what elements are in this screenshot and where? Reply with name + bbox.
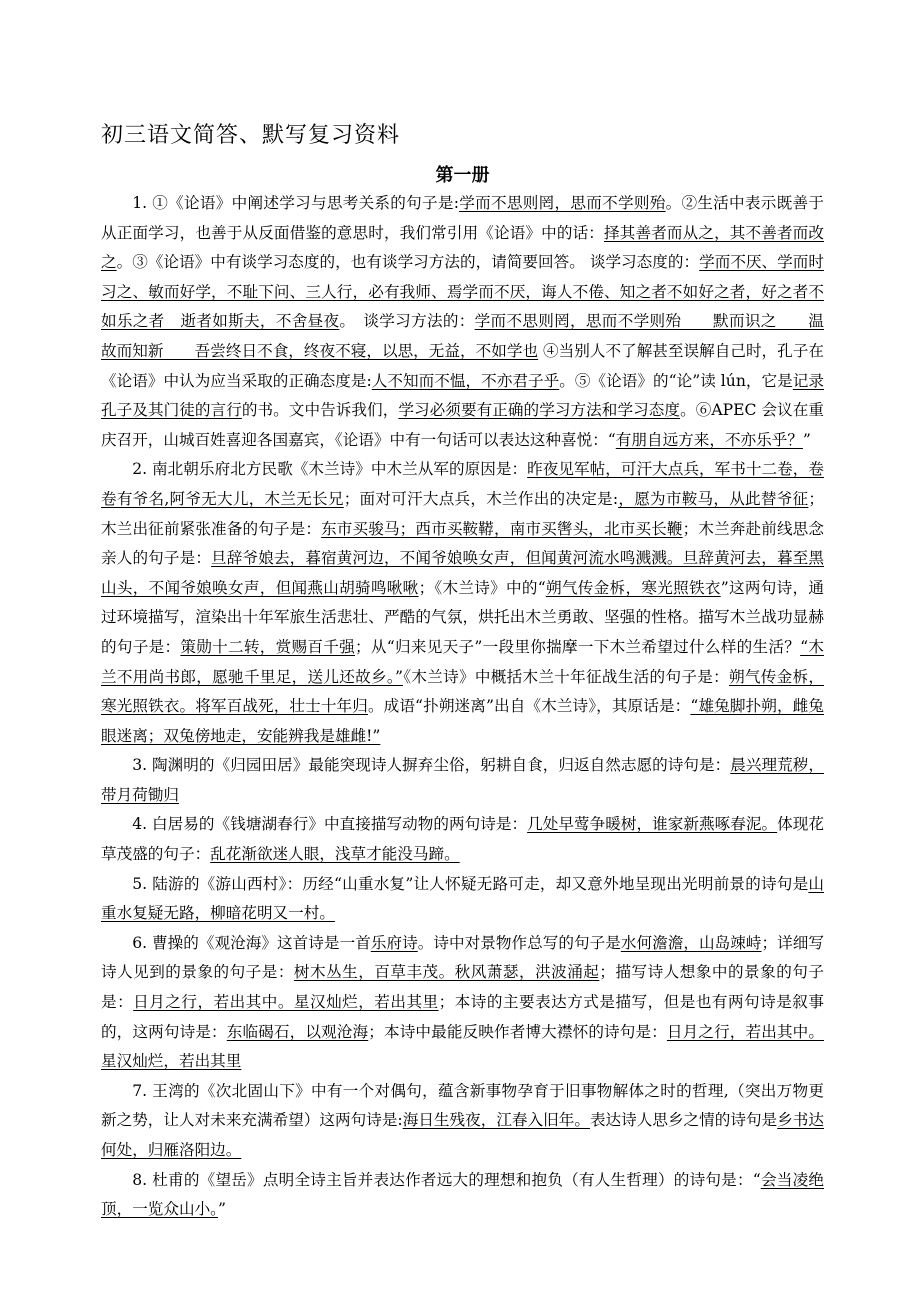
question-text: 的书。文中告诉我们， (241, 401, 399, 420)
question-item (101, 810, 824, 869)
answer-text: 东临碣石，以观沧海 (226, 1022, 369, 1041)
question-text: 表达诗人思乡之情的诗句是 (589, 1111, 778, 1130)
question-text: ；面对可汗大点兵，木兰作出的决定是: (343, 489, 619, 508)
question-item (101, 455, 824, 751)
question-text: ；本诗的主要表达方式是描写，但是也有两句诗是叙事的，这两句诗是： (101, 993, 824, 1041)
answer-text: 乡书达何处，归雁洛阳边。 (101, 1111, 824, 1159)
question-text: ；从“归来见天子”一段里你揣摩一下木兰希望过什么样的生活？ (355, 637, 801, 656)
question-item (101, 870, 824, 929)
answer-text: 树木丛生，百草丰茂。秋风萧瑟，洪波涌起 (293, 963, 600, 982)
question-text: ；描写诗人想象中的景象的句子是： (101, 963, 824, 1012)
question-item (101, 1166, 824, 1225)
question-item (101, 1077, 824, 1166)
question-text: ；《木兰诗》中的“ (418, 578, 546, 597)
question-text: 。 谈学习方法的： (339, 312, 475, 331)
answer-text: 山重水复疑无路，柳暗花明又一村。 (101, 874, 824, 923)
answer-text: 乱花渐欲迷人眼，浅草才能没马蹄。 (210, 845, 460, 864)
document-title: 初三语文简答、默写复习资料 (101, 123, 401, 148)
question-text: ；详细写诗人见到的景象的句子是： (101, 933, 824, 982)
answer-text: 昨夜见军帖，可汗大点兵，军书十二卷，卷卷有爷名,阿爷无大儿，木兰无长兄 (101, 460, 824, 508)
question-text: ；本诗中最能反映作者博大襟怀的诗句是： (368, 1022, 667, 1041)
answer-text: 学而不思则罔，思而不学则殆 默而识之 温故而知新 吾尝终日不食，终夜不寝，以思，无益，不如学也 (101, 312, 824, 360)
answer-text: “雄兔脚扑朔，雌兔眼迷离；双兔傍地走，安能辨我是雄雌!” (101, 697, 824, 745)
answer-text: 东市买骏马；西市买鞍鞯，南市买辔头，北市买长鞭 (321, 519, 683, 538)
answer-text: 有朋自远方来，不亦乐乎？ (615, 430, 803, 449)
question-text: ” (217, 1200, 226, 1219)
answer-text: 记录孔子及其门徒的言行 (101, 371, 824, 420)
answer-text: 择其善者而从之，其不善者而改之 (101, 223, 824, 272)
question-text: 2. 南北朝乐府北方民歌《木兰诗》中木兰从军的原因是： (132, 460, 528, 479)
answer-text: 水何澹澹，山岛竦峙 (620, 933, 762, 952)
answer-text: 学习必须要有正确的学习方法和学习态度 (398, 401, 681, 420)
question-text: 8. 杜甫的《望岳》点明全诗主旨并表达作者远大的理想和抱负（有人生哲理）的诗句是：“ (132, 1170, 761, 1189)
answer-text: 人不知而不愠，不亦君子乎 (371, 371, 560, 390)
question-text: 。②生活中表示既善于从正面学习，也善于从反面借鉴的意思时，我们常引用《论语》中的话： (101, 194, 824, 242)
answer-text: 日月之行，若出其中。星汉灿烂，若出其里 (133, 993, 439, 1012)
question-text: 。⑥APEC 会议在重庆召开，山城百姓喜迎各国嘉宾，《论语》中有一句话可以表达这种喜悦：“ (101, 401, 824, 449)
answer-text: ，愿为市鞍马，从此替爷征 (618, 489, 809, 508)
question-text: 6. 曹操的《观沧海》这首诗是一首 (132, 933, 371, 952)
answer-text: 学而不思则罔，思而不学则殆 (459, 194, 666, 212)
question-text: 4. 白居易的《钱塘湖春行》中直接描写动物的两句诗是： (132, 815, 528, 834)
question-text: ；木兰奔赴前线思念亲人的句子是： (101, 519, 824, 568)
question-text: ④当别人不了解甚至误解自己时，孔子在《论语》中认为应当采取的正确态度是: (101, 341, 824, 390)
question-text: 。⑤《论语》的“论”读 lún，它是 (559, 371, 793, 390)
question-text: 5. 陆游的《游山西村》：历经“山重水复”让人怀疑无路可走，却又意外地呈现出光明前景的诗句是 (132, 874, 809, 893)
question-text: ”这两句诗，通过环境描写，渲染出十年军旅生活悲壮、严酷的气氛，烘托出木兰勇敢、坚强的性格。描写木兰战功显赫的句子是： (101, 578, 824, 656)
question-item (101, 189, 824, 455)
answer-text: 策勋十二转，赏赐百千强 (180, 637, 355, 656)
answer-text: 会当凌绝顶，一览众山小。 (101, 1170, 824, 1219)
answer-text: 旦辞爷娘去，暮宿黄河边，不闻爷娘唤女声，但闻黄河流水鸣溅溅。旦辞黄河去，暮至黑山头，不闻爷娘唤女声，但闻燕山胡骑鸣啾啾 (101, 549, 824, 597)
answer-text: 日月之行，若出其中。星汉灿烂，若出其里 (101, 1022, 824, 1071)
section-heading: 第一册 (435, 165, 490, 186)
question-text: 1. ①《论语》中阐述学习与思考关系的句子是: (132, 194, 460, 212)
answer-text: 几处早莺争暖树，谁家新燕啄春泥。 (527, 815, 778, 834)
question-text: 。诗中对景物作总写的句子是 (417, 933, 621, 952)
question-text: 7. 王湾的《次北固山下》中有一个对偶句，蕴含新事物孕育于旧事物解体之时的哲理,（突出万物更新之势，让人对未来充满希望）这两句诗是: (101, 1081, 824, 1130)
answer-text: 朔气传金柝，寒光照铁衣 (545, 578, 721, 597)
question-item (101, 929, 824, 1077)
answer-text: 朔气传金柝，寒光照铁衣。将军百战死，壮士十年归 (101, 667, 824, 716)
answer-text: 学而不厌、学而时习之、敏而好学，不耻下问、三人行，必有我师、焉学而不厌，诲人不倦、知之者不如好之者，好之者不如乐之者 逝者如斯夫，不舍昼夜 (101, 253, 824, 331)
question-text: 体现花草茂盛的句子： (101, 815, 824, 864)
question-text: 。成语“扑朔迷离”出自《木兰诗》，其原话是： (367, 697, 691, 716)
question-text: 。③《论语》中有谈学习态度的，也有谈学习方法的，请简要回答。 谈学习态度的： (116, 253, 700, 272)
question-text: 3. 陶渊明的《归园田居》最能突现诗人摒弃尘俗，躬耕自食，归返自然志愿的诗句是： (132, 756, 731, 775)
question-text: ” (802, 430, 811, 449)
answer-text: 晨兴理荒秽，带月荷锄归 (101, 756, 824, 804)
answer-text: “木兰不用尚书郎，愿驰千里足，送儿还故乡。” (101, 637, 824, 686)
answer-text: 海日生残夜，江春入旧年。 (402, 1111, 590, 1130)
question-text: 《木兰诗》中概括木兰十年征战生活的句子是： (402, 667, 729, 686)
question-list (101, 189, 824, 1225)
question-item (101, 751, 824, 810)
question-text: ；木兰出征前紧张准备的句子是： (101, 489, 824, 538)
answer-text: 乐府诗 (370, 933, 418, 952)
